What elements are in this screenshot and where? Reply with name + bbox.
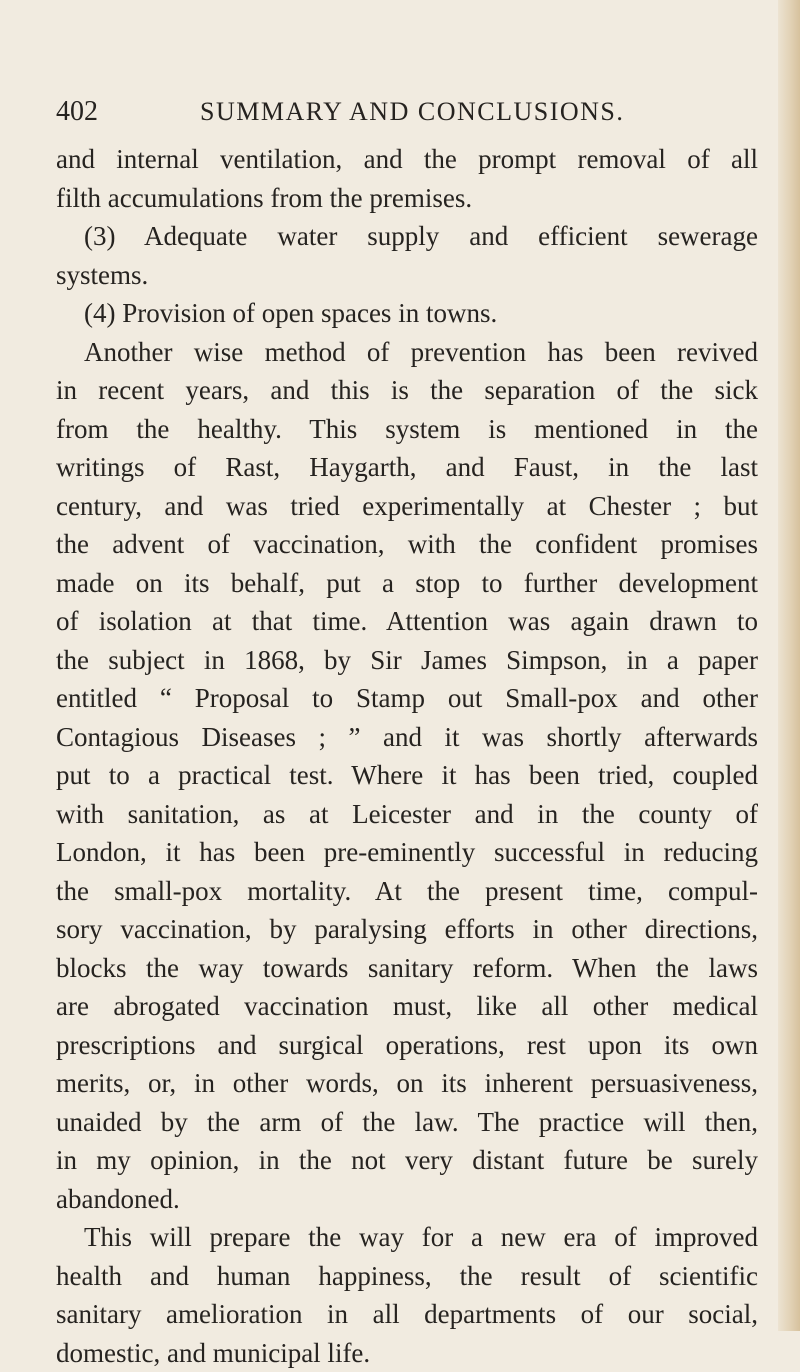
text-line: writings of Rast, Haygarth, and Faust, in the last — [56, 448, 758, 487]
page-number: 402 — [56, 92, 98, 132]
text-line: in recent years, and this is the separation of the sick — [56, 371, 758, 410]
text-line: prescriptions and surgical operations, rest upon its own — [56, 1026, 758, 1065]
text-line: unaided by the arm of the law. The practice will then, — [56, 1103, 758, 1142]
text-line: sanitary amelioration in all departments of our social, — [56, 1295, 758, 1334]
text-line: the subject in 1868, by Sir James Simpson, in a paper — [56, 641, 758, 680]
text-line: London, it has been pre-eminently successful in reducing — [56, 833, 758, 872]
text-line: the small-pox mortality. At the present time, compul- — [56, 872, 758, 911]
text-line: put to a practical test. Where it has been tried, coupled — [56, 756, 758, 795]
text-line: with sanitation, as at Leicester and in the county of — [56, 795, 758, 834]
text-line: blocks the way towards sanitary reform. When the laws — [56, 949, 758, 988]
page-header — [56, 92, 758, 132]
text-line: systems. — [56, 256, 758, 295]
text-line: sory vaccination, by paralysing efforts in other directions, — [56, 910, 758, 949]
text-line: made on its behalf, put a stop to further development — [56, 564, 758, 603]
body-text — [56, 140, 758, 1372]
text-line: in my opinion, in the not very distant future be surely — [56, 1141, 758, 1180]
page-edge-shadow — [778, 0, 800, 1331]
running-head: SUMMARY AND CONCLUSIONS. — [200, 92, 624, 132]
text-line: merits, or, in other words, on its inherent persuasiveness, — [56, 1064, 758, 1103]
text-line: filth accumulations from the premises. — [56, 179, 758, 218]
text-line: domestic, and municipal life. — [56, 1334, 758, 1372]
text-line: health and human happiness, the result of scientific — [56, 1257, 758, 1296]
text-line: (4) Provision of open spaces in towns. — [56, 294, 758, 333]
text-line: century, and was tried experimentally at Chester ; but — [56, 487, 758, 526]
text-line: the advent of vaccination, with the confident promises — [56, 525, 758, 564]
text-line: are abrogated vaccination must, like all other medical — [56, 987, 758, 1026]
text-line: (3) Adequate water supply and efficient sewerage — [56, 217, 758, 256]
text-line: Another wise method of prevention has been revived — [56, 333, 758, 372]
text-line: abandoned. — [56, 1180, 758, 1219]
text-line: and internal ventilation, and the prompt removal of all — [56, 140, 758, 179]
text-line: Contagious Diseases ; ” and it was shortly afterwards — [56, 718, 758, 757]
text-line: of isolation at that time. Attention was again drawn to — [56, 602, 758, 641]
text-line: entitled “ Proposal to Stamp out Small-pox and other — [56, 679, 758, 718]
text-line: This will prepare the way for a new era of improved — [56, 1218, 758, 1257]
text-line: from the healthy. This system is mentioned in the — [56, 410, 758, 449]
